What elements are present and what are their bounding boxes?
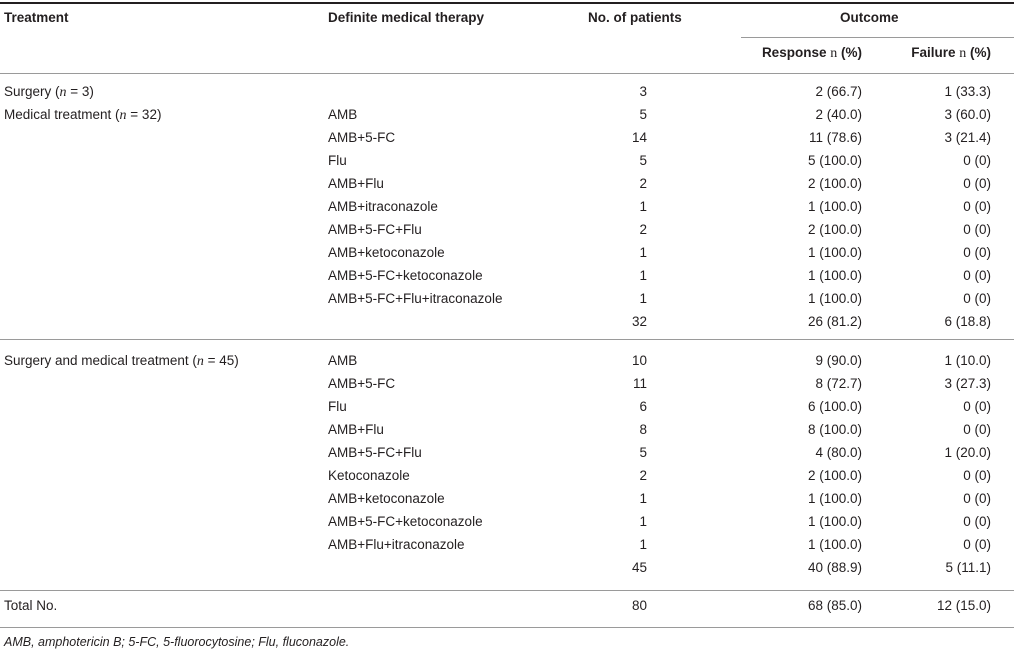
cell-failure: 0 (0) [963,491,991,506]
cell-therapy: Flu [328,153,347,168]
cell-response: 2 (66.7) [815,84,862,99]
cell-response: 8 (72.7) [815,376,862,391]
group-label-surgery: Surgery (n = 3) [4,84,94,100]
total-patients: 80 [631,598,647,613]
cell-failure: 0 (0) [963,399,991,414]
cell-patients: 5 [639,153,647,168]
group-divider-rule [0,339,1014,340]
cell-failure: 0 (0) [963,268,991,283]
table-top-rule [0,2,1014,4]
cell-response: 1 (100.0) [807,537,862,552]
cell-therapy: AMB+5-FC+Flu [328,445,422,460]
total-label: Total No. [4,598,58,613]
cell-response: 1 (100.0) [807,199,862,214]
cell-response: 5 (100.0) [807,153,862,168]
cell-therapy: AMB+ketoconazole [328,245,445,260]
table-footnote: AMB, amphotericin B; 5-FC, 5-fluorocytosine; Flu, fluconazole. [4,635,350,649]
header-outcome: Outcome [840,10,899,25]
cell-response: 1 (100.0) [807,514,862,529]
cell-therapy: Flu [328,399,347,414]
cell-failure: 3 (27.3) [944,376,991,391]
cell-response: 40 (88.9) [807,560,862,575]
cell-failure: 1 (10.0) [944,353,991,368]
group-label-surgery-medical: Surgery and medical treatment (n = 45) [4,353,239,369]
header-response: Response n (%) [761,45,862,61]
cell-response: 1 (100.0) [807,291,862,306]
cell-failure: 0 (0) [963,537,991,552]
cell-response: 1 (100.0) [807,491,862,506]
cell-therapy: AMB+itraconazole [328,199,438,214]
cell-therapy: AMB+5-FC+ketoconazole [328,514,483,529]
cell-therapy: AMB+5-FC+Flu [328,222,422,237]
outcome-subheader-rule [741,37,1014,38]
cell-failure: 5 (11.1) [945,560,991,575]
cell-patients: 3 [639,84,647,99]
cell-response: 1 (100.0) [807,245,862,260]
cell-failure: 0 (0) [963,245,991,260]
cell-patients: 1 [639,491,647,506]
cell-patients: 6 [639,399,647,414]
cell-patients: 1 [639,199,647,214]
cell-response: 6 (100.0) [807,399,862,414]
group-label-medical: Medical treatment (n = 32) [4,107,162,123]
cell-response: 9 (90.0) [815,353,862,368]
cell-therapy: AMB+Flu+itraconazole [328,537,465,552]
cell-patients: 1 [639,245,647,260]
cell-response: 2 (40.0) [815,107,862,122]
cell-therapy: AMB+Flu [328,422,384,437]
cell-response: 8 (100.0) [807,422,862,437]
header-therapy: Definite medical therapy [328,10,485,25]
cell-failure: 0 (0) [963,199,991,214]
cell-patients: 2 [639,176,647,191]
cell-patients: 1 [639,514,647,529]
cell-patients: 5 [639,107,647,122]
cell-therapy: AMB+5-FC [328,130,396,145]
cell-patients: 5 [639,445,647,460]
cell-patients: 1 [639,268,647,283]
cell-response: 1 (100.0) [807,268,862,283]
cell-failure: 0 (0) [963,291,991,306]
cell-patients: 2 [639,222,647,237]
cell-patients: 14 [631,130,647,145]
total-divider-rule [0,590,1014,591]
cell-therapy: AMB+5-FC [328,376,396,391]
cell-patients: 10 [631,353,647,368]
header-patients: No. of patients [588,10,682,25]
total-failure: 12 (15.0) [936,598,991,613]
cell-failure: 0 (0) [963,222,991,237]
cell-response: 4 (80.0) [815,445,862,460]
header-failure: Failure n (%) [911,45,991,61]
cell-failure: 1 (33.3) [944,84,991,99]
cell-failure: 3 (21.4) [944,130,991,145]
cell-failure: 0 (0) [963,176,991,191]
cell-patients: 32 [631,314,647,329]
cell-therapy: Ketoconazole [328,468,410,483]
cell-patients: 11 [632,376,647,391]
cell-patients: 2 [639,468,647,483]
cell-failure: 0 (0) [963,514,991,529]
cell-patients: 45 [631,560,647,575]
cell-failure: 3 (60.0) [944,107,991,122]
cell-failure: 1 (20.0) [944,445,991,460]
cell-therapy: AMB+5-FC+ketoconazole [328,268,483,283]
cell-patients: 1 [639,291,647,306]
cell-therapy: AMB+Flu [328,176,384,191]
header-treatment: Treatment [4,10,69,25]
cell-therapy: AMB+5-FC+Flu+itraconazole [328,291,503,306]
total-response: 68 (85.0) [807,598,862,613]
table-bottom-rule [0,627,1014,628]
cell-response: 26 (81.2) [807,314,862,329]
cell-failure: 0 (0) [963,468,991,483]
cell-therapy: AMB [328,353,358,368]
cell-therapy: AMB+ketoconazole [328,491,445,506]
cell-response: 2 (100.0) [807,222,862,237]
cell-patients: 8 [639,422,647,437]
cell-patients: 1 [639,537,647,552]
cell-response: 11 (78.6) [808,130,862,145]
cell-response: 2 (100.0) [807,468,862,483]
cell-therapy: AMB [328,107,358,122]
cell-failure: 0 (0) [963,153,991,168]
header-bottom-rule [0,73,1014,74]
cell-response: 2 (100.0) [807,176,862,191]
cell-failure: 0 (0) [963,422,991,437]
cell-failure: 6 (18.8) [944,314,991,329]
